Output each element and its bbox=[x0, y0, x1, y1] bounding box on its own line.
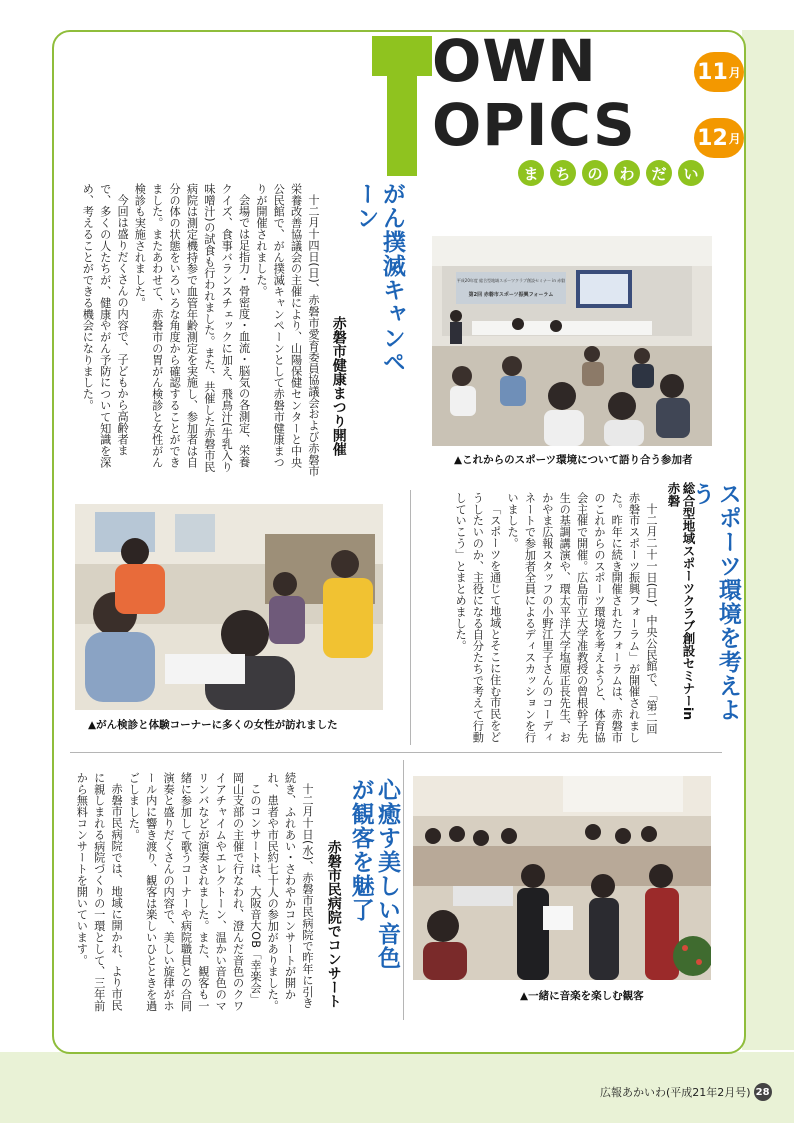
subtitle-char: ま bbox=[518, 160, 544, 186]
subtitle-machinowadai bbox=[518, 160, 728, 186]
month-number: 12 bbox=[697, 125, 728, 151]
subtitle-char: の bbox=[582, 160, 608, 186]
concert-subhead: 赤磐市民病院でコンサート bbox=[325, 840, 342, 1008]
cancer-body bbox=[70, 183, 322, 479]
row-divider bbox=[70, 752, 722, 753]
cancer-paragraph: 十二月十四日(日)、赤磐市愛育委員協議会および赤磐市栄養改善協議会の主催により、山陽保健センターと中央公民館で、がん撲滅キャンペーンとして赤磐市健康まつりが開催されました。 bbox=[254, 183, 320, 477]
cancer-headline: がん撲滅キャンペーン bbox=[352, 182, 405, 374]
cancer-photo-scene bbox=[75, 504, 383, 710]
sports-subhead: 総合型地域スポーツクラブ創設セミナーin赤磐 bbox=[666, 482, 696, 721]
title-line-own: OWN bbox=[432, 27, 597, 95]
sports-photo-scene bbox=[432, 236, 712, 446]
sports-photo bbox=[432, 236, 712, 446]
title-big-t bbox=[372, 28, 432, 178]
column-divider bbox=[403, 760, 404, 1020]
subtitle-char: ち bbox=[550, 160, 576, 186]
concert-photo-scene bbox=[413, 776, 711, 980]
concert-paragraph: 赤磐市民病院では、地域に開かれ、より市民に親しまれる病院づくりの一環として、三年前から無料コンサートを開いています。 bbox=[75, 772, 124, 1012]
right-margin-band bbox=[742, 30, 794, 1050]
month-badge-11 bbox=[694, 52, 744, 92]
concert-photo bbox=[413, 776, 711, 980]
page-footer bbox=[600, 1083, 772, 1101]
sports-photo-banner-line1: 平成20年度 総合型地域スポーツクラブ創設セミナー in 赤磐 bbox=[456, 278, 566, 283]
concert-paragraph: このコンサートは、大阪音大OB「幸楽会」岡山支部の主催で行なわれ、澄んだ音色のクワイアチャイムやエレクトーン、温かい音色のマリンバなどが演奏されました。また、観客も一緒に参加して歌うコーナーや病院職員との合同演奏と盛りだくさんの内容で、美しい旋律がホール内に響き渡り、観客は楽しいひとときを過ごしました。 bbox=[127, 772, 262, 1012]
sports-headline: スポーツ環境を考えよう bbox=[688, 482, 741, 722]
cancer-paragraph: 今回は盛りだくさんの内容で、子どもから高齢者まで、多くの人たちが、健康やがん予防について知識を深め、考えることができる機会になりました。 bbox=[81, 183, 130, 468]
month-unit: 月 bbox=[728, 131, 741, 146]
publication-name: 広報あかいわ(平成21年2月号) bbox=[600, 1086, 751, 1099]
cancer-photo bbox=[75, 504, 383, 710]
subtitle-char: わ bbox=[614, 160, 640, 186]
sports-paragraph: 十二月二十一日(日)、中央公民館で、「第二回赤磐市スポーツ振興フォーラム」が開催されました。昨年に続き開催されたフォーラムは、赤磐市のこれからのスポーツ環境を考えようと、体育協会主催で開催。広島市立大学准教授の曾根幹子先生の基調講演や、環太平洋大学塩原正長先生、おかやま広報スタッフの小野江里子さんのコーディネートで参加者全員によるディスカッションを行いました。 bbox=[506, 492, 658, 743]
sports-paragraph: 「スポーツを通じて地域とそこに住む市民をどうしたいのか、主役になる自分たちで考えて行動していこう」とまとめました。 bbox=[454, 492, 502, 743]
month-number: 11 bbox=[697, 59, 728, 85]
sports-body bbox=[440, 492, 660, 744]
month-unit: 月 bbox=[728, 65, 741, 80]
subtitle-char: い bbox=[678, 160, 704, 186]
subtitle-char: だ bbox=[646, 160, 672, 186]
concert-photo-caption: ▲一緒に音楽を楽しむ観客 bbox=[520, 990, 644, 1002]
concert-paragraph: 十二月十日(水)、赤磐市民病院で昨年に引き続き、ふれあい・さわやかコンサートが開かれ、患者や市民約七十人の参加がありました。 bbox=[266, 772, 314, 1012]
sports-photo-banner-line2: 第2回 赤磐市スポーツ振興フォーラム bbox=[468, 292, 554, 298]
title-line-opics: OPICS bbox=[432, 91, 636, 159]
month-badge-12 bbox=[694, 118, 744, 158]
column-divider bbox=[410, 490, 411, 745]
cancer-subhead: 赤磐市健康まつり開催 bbox=[330, 316, 347, 456]
cancer-photo-caption: ▲がん検診と体験コーナーに多くの女性が訪れました bbox=[88, 719, 338, 731]
sports-photo-caption: ▲これからのスポーツ環境について語り合う参加者 bbox=[454, 454, 693, 466]
page-number: 28 bbox=[754, 1083, 772, 1101]
concert-body bbox=[76, 772, 316, 1016]
cancer-paragraph: 会場では足指力・骨密度・血流・脳気の各測定、栄養クイズ、食事バランスチェックに加え、飛鳥汁(牛乳入り味噌汁)の試食も行われました。また、共催した赤磐市民病院は測定機持参で血管年齢測定を実施し、参加者は自分の体の状態をいろいろな角度から確認することができました。またあわせて、赤磐市の胃がん検診と女性がん検診も実施されました。 bbox=[133, 183, 251, 473]
concert-headline: 心癒す美しい音色が観客を魅了 bbox=[347, 778, 400, 970]
